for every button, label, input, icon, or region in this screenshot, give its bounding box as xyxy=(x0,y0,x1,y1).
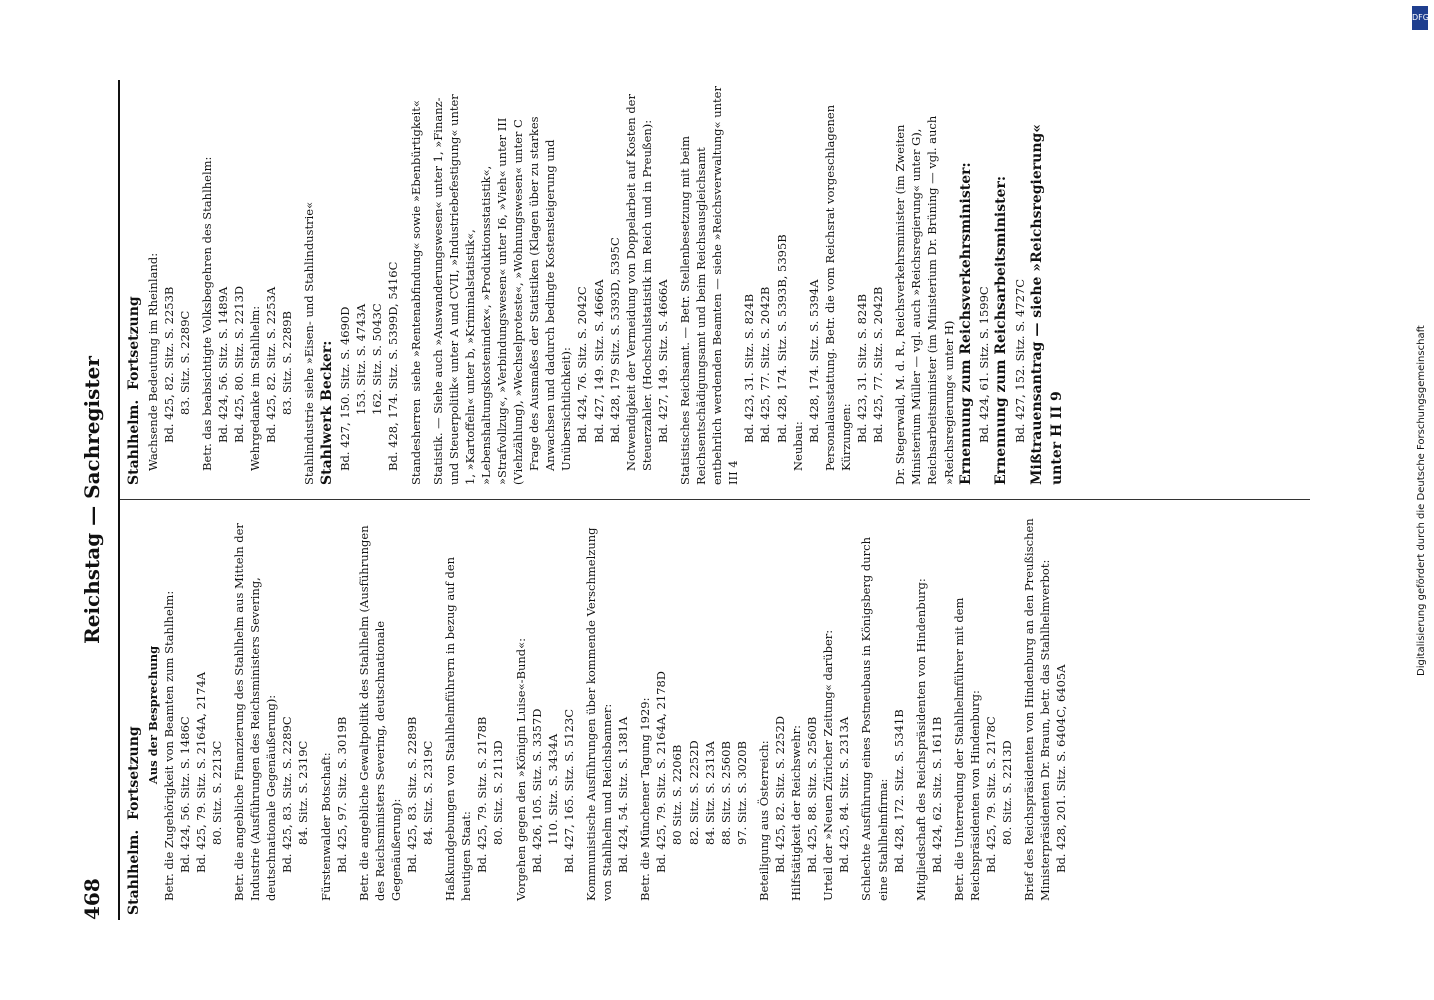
index-entry: Vorgehen gegen den »Königin Luise«-Bund«: xyxy=(513,637,528,901)
index-entry: Bd. 425, 88. Sitz. S. 2560B xyxy=(805,716,820,873)
index-entry: Wehrgedanke im Stahlhelm: xyxy=(248,305,263,471)
index-entry: Bd. 428, 174. Sitz. S. 5394A xyxy=(806,279,821,443)
index-entry: Bd. 428, 201. Sitz. S. 6404C, 6405A xyxy=(1054,664,1069,873)
index-entry: Ernennung zum Reichsarbeitsminister: xyxy=(993,175,1010,485)
index-entry: Statistisches Reichsamt. — Betr. Stellenbesetzung mit beim Reichsentschädigungsamt und beim Reichsausgleichsamt entbehrlich werdenden Beamten — siehe »Reichsverwaltung« unter III 4 xyxy=(678,82,741,485)
index-entry: 80. Sitz. S. 2213D xyxy=(1000,740,1015,845)
index-entry: Bd. 425, 82. Sitz. S. 2253B xyxy=(161,286,176,443)
index-entry: 83. Sitz. S. 2289B xyxy=(280,311,295,415)
page-header xyxy=(80,80,112,920)
index-entry: 80. Sitz. S. 2113D xyxy=(491,740,506,845)
index-entry: Betr. die Unterredung der Stahlhelmführer mit dem Reichspräsidenten von Hindenburg: xyxy=(951,593,982,901)
index-entry: Dr. Stegerwald, M. d. R., Reichsverkehrsminister (im Zweiten Ministerium Müller — vgl. auch »Reichsregierung« unter G), Reichsarbeitsminister (im Ministerium Dr. Brüning — vgl. auch »Reichsregierung« unter H) xyxy=(893,112,956,485)
index-entry: Bd. 425, 83. Sitz. S. 2289B xyxy=(405,716,419,873)
index-entry: Bd. 427, 150. Sitz. S. 4690D xyxy=(338,306,353,471)
index-entry: 80 Sitz. S. 2206B xyxy=(670,744,685,845)
column-divider xyxy=(120,499,1310,500)
index-entry: Bd. 425, 77. Sitz. S. 2042B xyxy=(758,286,773,443)
index-entry: Bd. 424, 62. Sitz. S. 1611B xyxy=(929,716,944,873)
index-entry: Bd. 428, 174. Sitz. S. 5393B, 5395B xyxy=(774,234,789,443)
index-entry: Bd. 425, 83. Sitz. S. 2289C xyxy=(280,716,295,873)
index-entry: 84. Sitz. S. 2319C xyxy=(296,740,311,845)
index-entry: Bd. 427, 149. Sitz. S. 4666A xyxy=(591,279,606,443)
index-entry: Bd. 424, 56. Sitz. S. 1486C xyxy=(177,716,192,873)
index-entry: Kommunistische Ausführungen über kommende Verschmelzung von Stahlhelm und Reichsbanner: xyxy=(583,523,615,901)
index-entry: Bd. 427, 149. Sitz. S. 4666A xyxy=(655,279,670,443)
index-entry: Bd. 425, 82. Sitz. S. 2253A xyxy=(264,286,279,443)
index-entry: Bd. 425, 80. Sitz. S. 2213D xyxy=(232,285,247,443)
index-entry: Brief des Reichspräsidenten von Hindenburg an den Preußischen Ministerpräsidenten Dr. Braun, betr. das Stahlhelmverbot: xyxy=(1022,514,1053,901)
page-number: 468 xyxy=(80,878,104,920)
index-entry: Bd. 423, 31. Sitz. S. 824B xyxy=(742,293,757,443)
index-entry: Wachsende Bedeutung im Rheinland: xyxy=(145,252,160,471)
index-entry: Bd. 425, 79. Sitz. S. 2178C xyxy=(984,716,999,873)
header-rule xyxy=(118,80,120,920)
index-entry: Statistik. — Siehe auch »Auswanderungswesen« unter 1, »Finanz- und Steuerpolitik« unter A und CVII, »Industriebefestigung« unter 1, »Kartoffeln« unter b, »Kriminalstatistik«, »Lebenshaltungskostenindex«, »Produktionsstatistik«, »Strafvollzug«, »Verbindungswesen« unter I6, »Vieh« unter III (Viehzählung), »Wechselproteste«, »Wohnungswesen« unter C xyxy=(430,90,526,485)
index-entry: Bd. 428, 179 Sitz. S. 5393D, 5395C xyxy=(607,237,622,443)
index-entry: Standesherren siehe »Rentenabfindung« sowie »Ebenbürtigkeit« xyxy=(408,100,423,485)
index-entry: 83. Sitz. S. 2289C xyxy=(177,310,192,415)
index-entry: Bd. 425, 79. Sitz. S. 2178B xyxy=(475,716,490,873)
index-entry: Bd. 423, 31. Sitz. S. 824B xyxy=(855,293,870,443)
digitization-note: Digitalisierung gefördert durch die Deutsche Forschungsgemeinschaft xyxy=(1416,325,1427,676)
index-entry: Bd. 425, 79. Sitz. S. 2164A, 2174A xyxy=(193,671,208,873)
index-entry: Betr. die Zugehörigkeit von Beamten zum Stahlhelm: xyxy=(161,590,176,901)
left-column xyxy=(125,515,1070,915)
index-entry: Mitgliedschaft des Reichspräsidenten von Hindenburg: xyxy=(913,578,928,901)
index-entry: Bd. 428, 172. Sitz. S. 5341B xyxy=(891,709,906,873)
index-entry: Frage des Ausmaßes der Statistiken (Klagen über zu starkes Anwachsen und dadurch bedingte Kostensteigerung und Unübersichtlichkeit): xyxy=(527,112,574,471)
index-entry: Fürstenwalder Botschaft: xyxy=(318,752,333,901)
index-entry: Personalausstattung. Betr. die vom Reichsrat vorgeschlagenen Kürzungen: xyxy=(822,101,853,471)
index-entry: Bd. 424, 54. Sitz. S. 1381A xyxy=(616,716,631,873)
index-entry: Hilfstätigkeit der Reichswehr: xyxy=(789,724,804,901)
index-entry: Urteil der »Neuen Züricher Zeitung« darüber: xyxy=(821,629,836,901)
index-entry: 80. Sitz. S. 2213C xyxy=(209,740,224,845)
index-entry: Betr. die angebliche Gewaltpolitik des Stahlhelm (Ausführungen des Reichsministers Severing, deutschnationale Gegenäußerung): xyxy=(356,521,403,901)
dfg-logo: DFG xyxy=(1412,6,1428,30)
index-entry: Stahlindustrie siehe »Eisen- und Stahlindustrie« xyxy=(302,201,317,485)
index-entry: Bd. 424, 61. Sitz. S. 1599C xyxy=(977,286,992,443)
index-entry: Bd. 427, 152. Sitz. S. 4727C xyxy=(1012,278,1027,443)
index-entry: Mißtrauensantrag — siehe »Reichsregierung« unter H II 9 xyxy=(1028,119,1065,485)
index-entry: 88. Sitz. S. 2560B xyxy=(718,741,733,845)
index-entry: Neubau: xyxy=(790,421,805,471)
index-entry: Bd. 425, 79. Sitz. S. 2164A, 2178D xyxy=(654,670,669,873)
index-entry: Bd. 425, 77. Sitz. S. 2042B xyxy=(871,286,886,443)
index-entry: Notwendigkeit der Vermeidung von Doppelarbeit auf Kosten der Steuerzahler. (Hochschulstatistik im Reich und in Preußen): xyxy=(623,90,654,471)
right-column xyxy=(125,82,1067,485)
index-entry: Aus der Besprechung xyxy=(145,645,160,785)
index-entry: Betr. das beabsichtigte Volksbegehren des Stahlhelm: xyxy=(199,156,214,471)
index-entry: 82. Sitz. S. 2252D xyxy=(686,740,701,845)
headword: Stahlhelm. Fortsetzung xyxy=(126,296,142,485)
index-entry: Bd. 427, 165. Sitz. S. 5123C xyxy=(561,708,576,873)
index-entry: Haßkundgebungen von Stahlhelmführern in bezug auf den heutigen Staat: xyxy=(443,553,474,901)
index-entry: Bd. 424, 56. Sitz. S. 1489A xyxy=(215,286,230,443)
headword: Stahlhelm. Fortsetzung xyxy=(126,726,142,915)
index-entry: Bd. 425, 82. Sitz. S. 2252D xyxy=(772,715,787,873)
index-entry: Betr. die angebliche Finanzierung des Stahlhelm aus Mitteln der Industrie (Ausführungen des Reichsministers Severing, deutschnationale Gegenäußerung): xyxy=(232,519,279,901)
index-entry: Betr. die Münchener Tagung 1929: xyxy=(638,697,653,901)
index-entry: Beteiligung aus Österreich: xyxy=(756,740,771,901)
running-head: Reichstag — Sachregister xyxy=(80,356,104,644)
index-entry: Bd. 424, 76. Sitz. S. 2042C xyxy=(575,286,590,443)
index-entry: Stahlwerk Becker: xyxy=(318,340,335,485)
index-entry: 97. Sitz. S. 3020B xyxy=(734,741,749,845)
index-entry: Schlechte Ausführung eines Postneubaus in Königsberg durch eine Stahlhelmfirma: xyxy=(859,533,890,901)
index-entry: 153. Sitz. S. 4743A xyxy=(354,303,369,415)
index-entry: 84. Sitz. S. 2313A xyxy=(702,741,717,845)
index-entry: Bd. 425, 97. Sitz. S. 3019B xyxy=(334,716,349,873)
index-entry: 162. Sitz. S. 5043C xyxy=(370,303,385,415)
index-entry: Ernennung zum Reichsverkehrsminister: xyxy=(957,162,974,485)
index-entry: Bd. 428, 174. Sitz. S. 5399D, 5416C xyxy=(386,261,401,471)
index-entry: 110. Sitz. S. 3434A xyxy=(545,733,560,845)
index-entry: Bd. 425, 84. Sitz. S. 2313A xyxy=(837,716,852,873)
index-entry: Bd. 426, 105. Sitz. S. 3357D xyxy=(529,708,544,873)
index-entry: 84. Sitz. S. 2319C xyxy=(421,740,436,845)
